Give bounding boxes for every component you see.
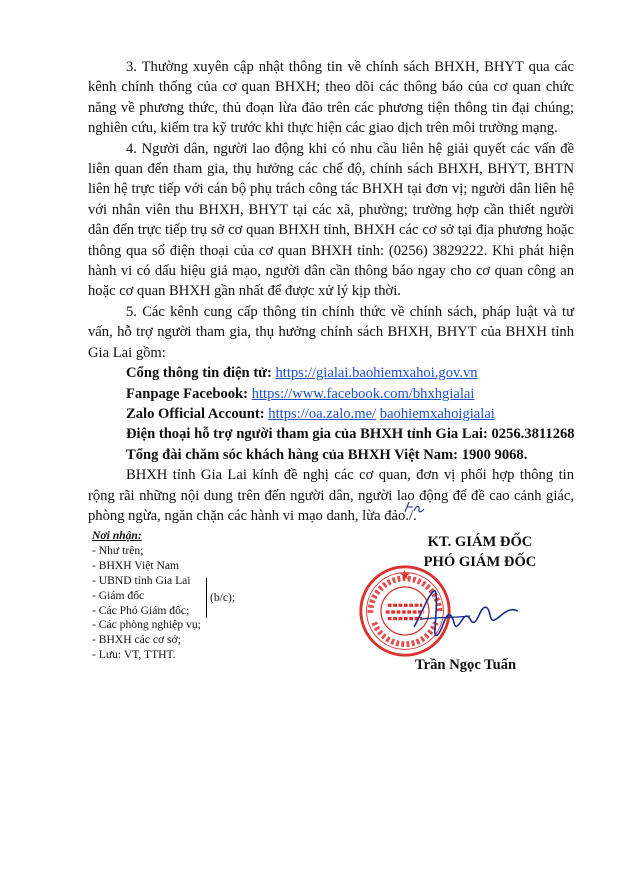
facebook-label: Fanpage Facebook: bbox=[126, 385, 249, 402]
recipients-heading: Nơi nhận: bbox=[92, 529, 142, 542]
signature-title-2: PHÓ GIÁM ĐỐC bbox=[423, 553, 537, 570]
document-body bbox=[88, 57, 574, 526]
paragraph-5: 5. Các kênh cung cấp thông tin chính thức về chính sách, pháp luật và tư vấn, hỗ trợ người tham gia, thụ hưởng chính sách BHXH, BHYT của BHXH tỉnh Gia Lai gồm: bbox=[88, 303, 574, 361]
paragraph-3: 3. Thường xuyên cập nhật thông tin về chính sách BHXH, BHYT qua các kênh chính thống của cơ quan BHXH; theo dõi các thông báo của cơ quan chức năng về phương thức, thủ đoạn lừa đảo trên các phương tiện thông tin đại chúng; nghiên cứu, kiểm tra kỹ trước khi thực hiện các giao dịch trên môi trường mạng. bbox=[88, 59, 574, 137]
recipients-bracket bbox=[206, 578, 207, 618]
signature-title-1: KT. GIÁM ĐỐC bbox=[427, 534, 533, 550]
facebook-link[interactable]: https://www.facebook.com/bhxhgialai bbox=[251, 385, 475, 402]
recipient-item: - Như trên; bbox=[92, 543, 144, 557]
recipient-item: - BHXH các cơ sở; bbox=[92, 633, 181, 647]
portal-label: Cổng thông tin điện tử: bbox=[126, 365, 272, 382]
portal-link[interactable]: https://gialai.baohiemxahoi.gov.vn bbox=[275, 365, 478, 382]
zalo-link[interactable]: https://oa.zalo.me/ bbox=[268, 405, 377, 422]
closing-paragraph: BHXH tỉnh Gia Lai kính đề nghị các cơ quan, đơn vị phối hợp thông tin rộng rãi những nội dung trên đến người dân, người lao động để đề cao cảnh giác, phòng ngừa, ngăn chặn các hành vi mạo danh, lừa đảo./. bbox=[88, 467, 574, 524]
recipients-block bbox=[92, 529, 312, 663]
facebook-line bbox=[88, 384, 574, 404]
recipient-item: - UBND tỉnh Gia Lai bbox=[92, 573, 191, 587]
call-center-line bbox=[88, 445, 574, 465]
recipient-item: - Giám đốc bbox=[92, 588, 145, 602]
zalo-line bbox=[88, 404, 574, 424]
handwritten-signature bbox=[408, 583, 520, 645]
hotline-line bbox=[88, 424, 574, 444]
portal-line bbox=[88, 363, 574, 383]
initials-mark bbox=[402, 499, 426, 515]
call-center-text: Tổng đài chăm sóc khách hàng của BHXH Việt Nam: 1900 9068. bbox=[126, 446, 528, 463]
paragraph-4: 4. Người dân, người lao động khi có nhu cầu liên hệ giải quyết các vấn đề liên quan đến tham gia, thụ hưởng các chế độ, chính sách BHXH, BHYT, BHTN liên hệ trực tiếp với cán bộ phụ trách công tác BHXH tại đơn vị; người dân liên hệ với nhân viên thu BHXH, BHYT tại các xã, phường; trường hợp cần thiết người dân đến trực tiếp trụ sở cơ quan BHXH tỉnh, BHXH các cơ sở tại địa phương hoặc thông qua số điện thoại của cơ quan BHXH tỉnh: (0256) 3829222. Khi phát hiện hành vi có dấu hiệu giả mạo, người dân cần thông báo ngay cho cơ quan công an hoặc cơ quan BHXH gần nhất để được xử lý kịp thời. bbox=[88, 140, 574, 300]
recipient-item: - BHXH Việt Nam bbox=[92, 558, 179, 572]
signer-name: Trần Ngọc Tuấn bbox=[415, 657, 517, 673]
recipients-list bbox=[92, 544, 312, 663]
recipient-item: - Các Phó Giám đốc; bbox=[92, 603, 190, 617]
hotline-text: Điện thoại hỗ trợ người tham gia của BHXH tỉnh Gia Lai: 0256.3811268 bbox=[126, 426, 575, 443]
recipient-item: - Lưu: VT, TTHT. bbox=[92, 648, 176, 662]
zalo-handle-link[interactable]: baohiemxahoigialai bbox=[379, 405, 495, 422]
recipient-item: - Các phòng nghiệp vụ; bbox=[92, 618, 201, 632]
bc-note: (b/c); bbox=[210, 590, 236, 604]
zalo-label: Zalo Official Account: bbox=[126, 405, 265, 422]
